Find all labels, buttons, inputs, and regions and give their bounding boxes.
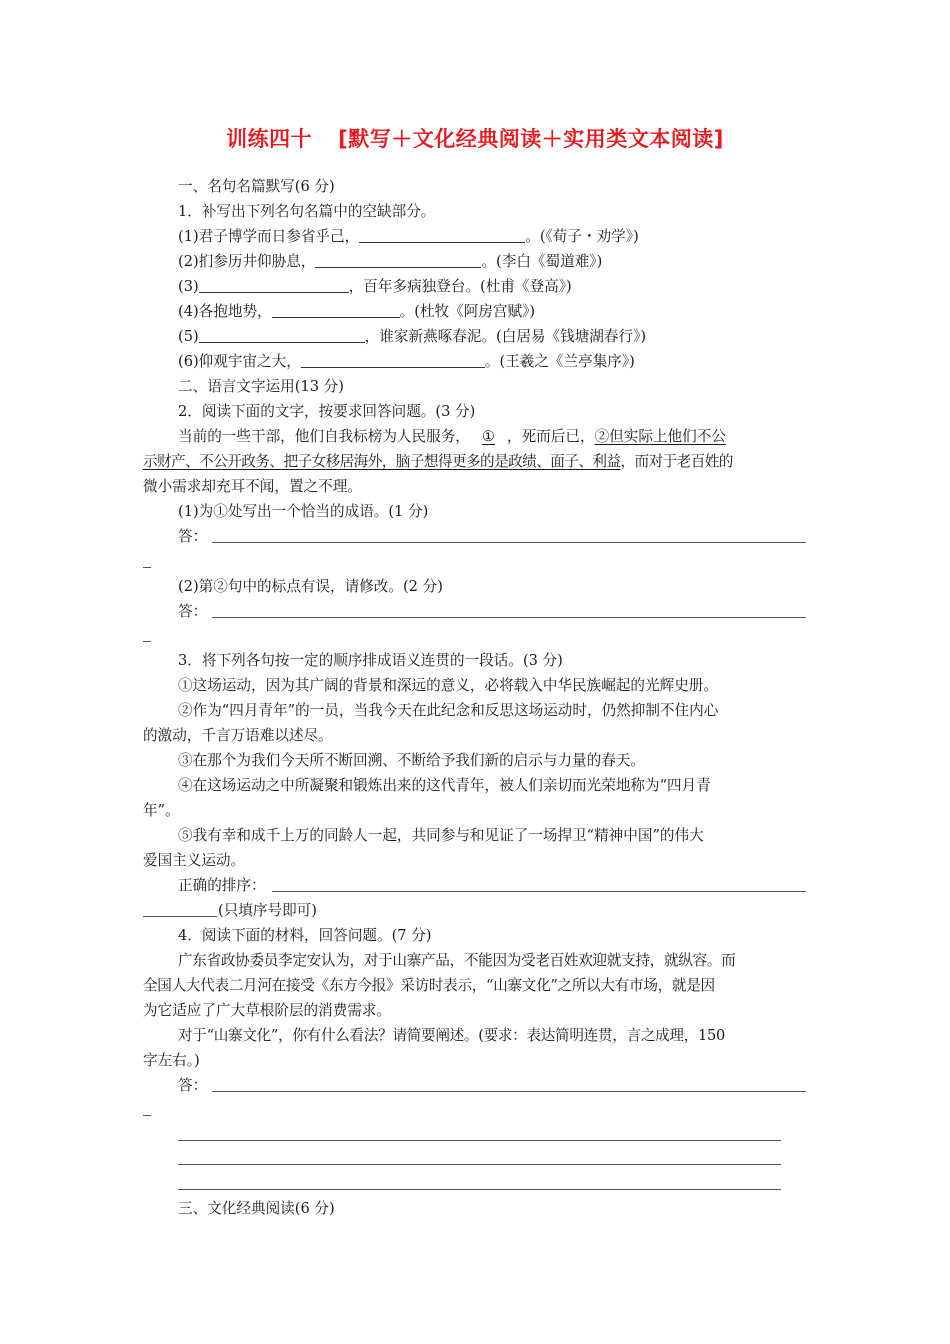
q1-item-2: (2)扪参历井仰胁息， 。(李白《蜀道难》) [178,253,603,270]
q2-passage-line3: 微小需求却充耳不闻，置之不理。 [143,478,362,495]
q3-sentence-2b: 的激动，千言万语难以述尽。 [143,727,333,744]
q4-question-line1: 对于“山寨文化”，你有什么看法？请简要阐述。(要求：表达简明连贯，言之成理，150 [178,1027,725,1044]
q2-sub1: (1)为①处写出一个恰当的成语。(1 分) [178,503,429,520]
q1-item-6: (6)仰观宇宙之大， 。(王羲之《兰亭集序》) [178,353,635,370]
q1-item-1: (1)君子博学而日参省乎己， 。(《荀子・劝学》) [178,228,639,245]
title-sub: [默写＋文化经典阅读＋实用类文本阅读] [338,127,724,151]
q4-stem: 4．阅读下面的材料，回答问题。(7 分) [178,927,432,944]
q3-sentence-3: ③在那个为我们今天所不断回溯、不断给予我们新的启示与力量的春天。 [178,752,646,769]
answer-line[interactable] [212,1091,806,1092]
answer-line[interactable] [212,617,806,618]
q3-sentence-5a: ⑤我有幸和成千上万的同龄人一起，共同参与和见证了一场捍卫“精神中国”的伟大 [178,827,704,844]
answer-line[interactable] [178,1140,781,1141]
page-title [0,123,950,153]
q4-material-line1: 广东省政协委员李定安认为，对于山寨产品，不能因为受老百姓欢迎就支持，就纵容。而 [178,952,736,969]
fill-blank[interactable] [199,277,349,293]
q3-sentence-4b: 年”。 [143,802,180,819]
order-answer-line-2[interactable] [143,916,217,917]
section2-heading: 二、语言文字运用(13 分) [178,378,344,395]
q3-sentence-2a: ②作为“四月青年”的一员，当我今天在此纪念和反思这场运动时，仍然抑制不住内心 [178,702,719,719]
q2-sub2: (2)第②句中的标点有误，请修改。(2 分) [178,578,443,595]
fill-blank[interactable] [315,252,481,268]
q2-passage-line2: 示财产、不公开政务、把子女移居海外，脑子想得更多的是政绩、面子、利益，而对于老百姓的 [143,453,733,470]
section3-heading: 三、文化经典阅读(6 分) [178,1200,335,1217]
answer-line-stub [143,567,151,568]
answer-line[interactable] [178,1164,781,1165]
q3-sentence-5b: 爱国主义运动。 [143,852,246,869]
q2-passage-line1: 当前的一些干部，他们自我标榜为人民服务， ① ，死而后已，②但实际上他们不公 [178,428,726,445]
answer-label: 答： [178,603,208,620]
q3-order-note: (只填序号即可) [218,902,317,919]
answer-line-stub [143,1115,151,1116]
q3-order-label: 正确的排序： [178,877,266,894]
q3-sentence-4a: ④在这场运动之中所凝聚和锻炼出来的这代青年，被人们亲切而光荣地称为“四月青 [178,777,711,794]
q4-material-line2: 全国人大代表二月河在接受《东方今报》采访时表示，“山寨文化”之所以大有市场，就是因 [143,977,715,994]
q3-stem: 3．将下列各句按一定的顺序排成语义连贯的一段话。(3 分) [178,652,563,669]
fill-blank[interactable] [359,227,525,243]
q4-material-line3: 为它适应了广大草根阶层的消费需求。 [143,1002,392,1019]
q3-sentence-1: ①这场运动，因为其广阔的背景和深远的意义，必将载入中华民族崛起的光辉史册。 [178,677,718,694]
q1-item-3: (3) ，百年多病独登台。(杜甫《登高》) [178,278,572,295]
fill-blank[interactable] [301,352,485,368]
answer-label: 答： [178,1077,208,1094]
answer-line-stub [143,641,151,642]
q1-item-4: (4)各抱地势， 。(杜牧《阿房宫赋》) [178,303,536,320]
title-main: 训练四十 [226,127,313,151]
q1-stem: 1．补写出下列名句名篇中的空缺部分。 [178,203,436,220]
order-answer-line[interactable] [272,891,806,892]
answer-label: 答： [178,528,208,545]
answer-line[interactable] [212,542,806,543]
q1-item-5: (5) ，谁家新燕啄春泥。(白居易《钱塘湖春行》) [178,328,647,345]
fill-blank[interactable] [199,327,365,343]
section1-heading: 一、名句名篇默写(6 分) [178,178,335,195]
fill-blank[interactable] [272,302,400,318]
q2-stem: 2．阅读下面的文字，按要求回答问题。(3 分) [178,403,476,420]
answer-line[interactable] [178,1189,781,1190]
q4-question-line2: 字左右。) [143,1052,200,1069]
